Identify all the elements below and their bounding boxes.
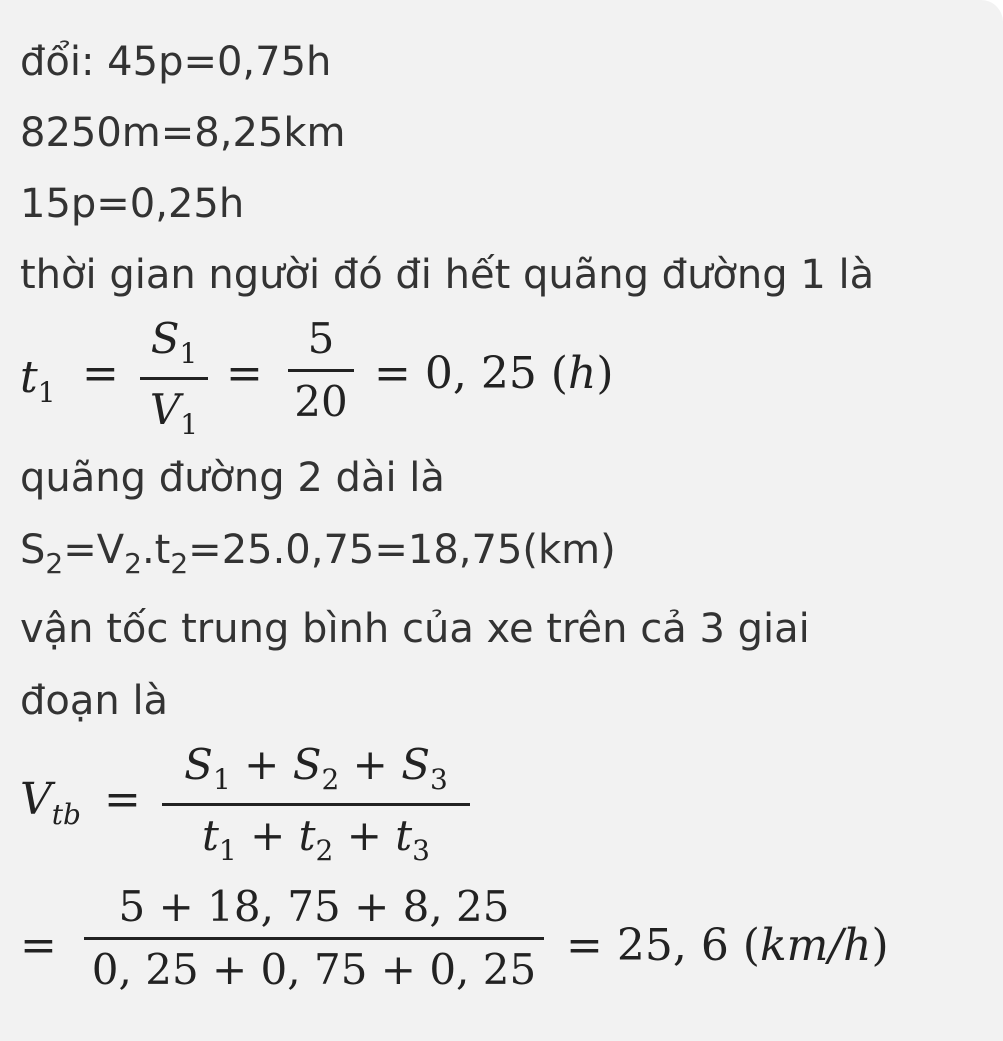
convert-time2-line: 15p=0,25h [20,181,245,227]
den-t2-sub: 2 [315,834,334,867]
num-s2: S [292,740,322,789]
result-number: = 25, 6 ( [566,920,760,971]
stage2-heading: quãng đường 2 dài là [20,455,445,501]
t1-result-value: = 0, 25 ( [374,348,568,399]
frac-num-5: 5 [307,314,335,363]
vtb-denominator [162,811,470,867]
fraction-bar [288,369,354,372]
avg-speed-heading-2: đoạn là [20,678,169,724]
t1-equals: = [82,348,119,399]
s2-sub: 2 [45,547,64,580]
result-numerator: 5 + 18, 75 + 8, 25 [118,882,510,931]
fraction-bar [84,937,544,940]
fraction-bar [162,803,470,806]
den-t1: t [202,811,219,860]
result-value [566,920,889,971]
t1-unit: h [567,348,597,399]
convert-distance-line: 8250m=8,25km [20,110,346,156]
den-plus: + [236,811,299,860]
s2-s: S [20,527,46,573]
num-plus: + [230,740,293,789]
frac-den-20: 20 [294,377,348,426]
frac-v-sub: 1 [180,408,199,441]
s2-formula-line [20,527,616,580]
t1-lhs [20,352,56,409]
v2-sub: 2 [124,547,142,580]
t1-close-paren: ) [596,348,614,399]
t2-sub: 2 [170,547,189,580]
t1-result [374,348,614,399]
frac-s-sub: 1 [179,337,198,370]
den-t3: t [395,811,413,860]
num-plus: + [339,740,402,789]
t1-equals-2: = [226,348,263,399]
fraction-bar [140,377,208,380]
vtb-numerator [162,740,470,796]
den-t2: t [298,811,316,860]
num-s2-sub: 2 [321,763,340,796]
frac-s-var: S [150,314,180,363]
vtb-equals: = [104,774,141,825]
t1-fraction-5-over-20 [288,314,354,426]
den-t3-sub: 3 [412,834,430,867]
vtb-var: V [20,774,52,825]
convert-time-line: đổi: 45p=0,75h [20,39,332,85]
result-unit: km/h [759,920,872,971]
vtb-fraction [162,740,470,867]
vtb-lhs [20,774,81,831]
s2-eq-v: =V [63,527,125,573]
s2-result: =25.0,75=18,75(km) [188,527,616,573]
result-fraction [84,882,544,994]
avg-speed-heading-1: vận tốc trung bình của xe trên cả 3 giai [20,606,810,652]
t1-fraction-s-over-v [140,314,208,441]
t1-sub: 1 [37,376,56,409]
frac-v-var: V [149,385,181,434]
den-plus: + [333,811,396,860]
s2-dot-t: .t [141,527,171,573]
num-s1: S [184,740,213,789]
num-s3: S [401,740,430,789]
result-denominator: 0, 25 + 0, 75 + 0, 25 [91,945,537,994]
result-close-paren: ) [871,920,889,971]
num-s1-sub: 1 [212,763,231,796]
den-t1-sub: 1 [218,834,237,867]
num-s3-sub: 3 [429,763,448,796]
stage1-time-heading: thời gian người đó đi hết quãng đường 1 là [20,252,875,298]
result-equals: = [20,920,57,971]
t1-var: t [20,352,38,403]
vtb-sub: tb [51,798,81,831]
